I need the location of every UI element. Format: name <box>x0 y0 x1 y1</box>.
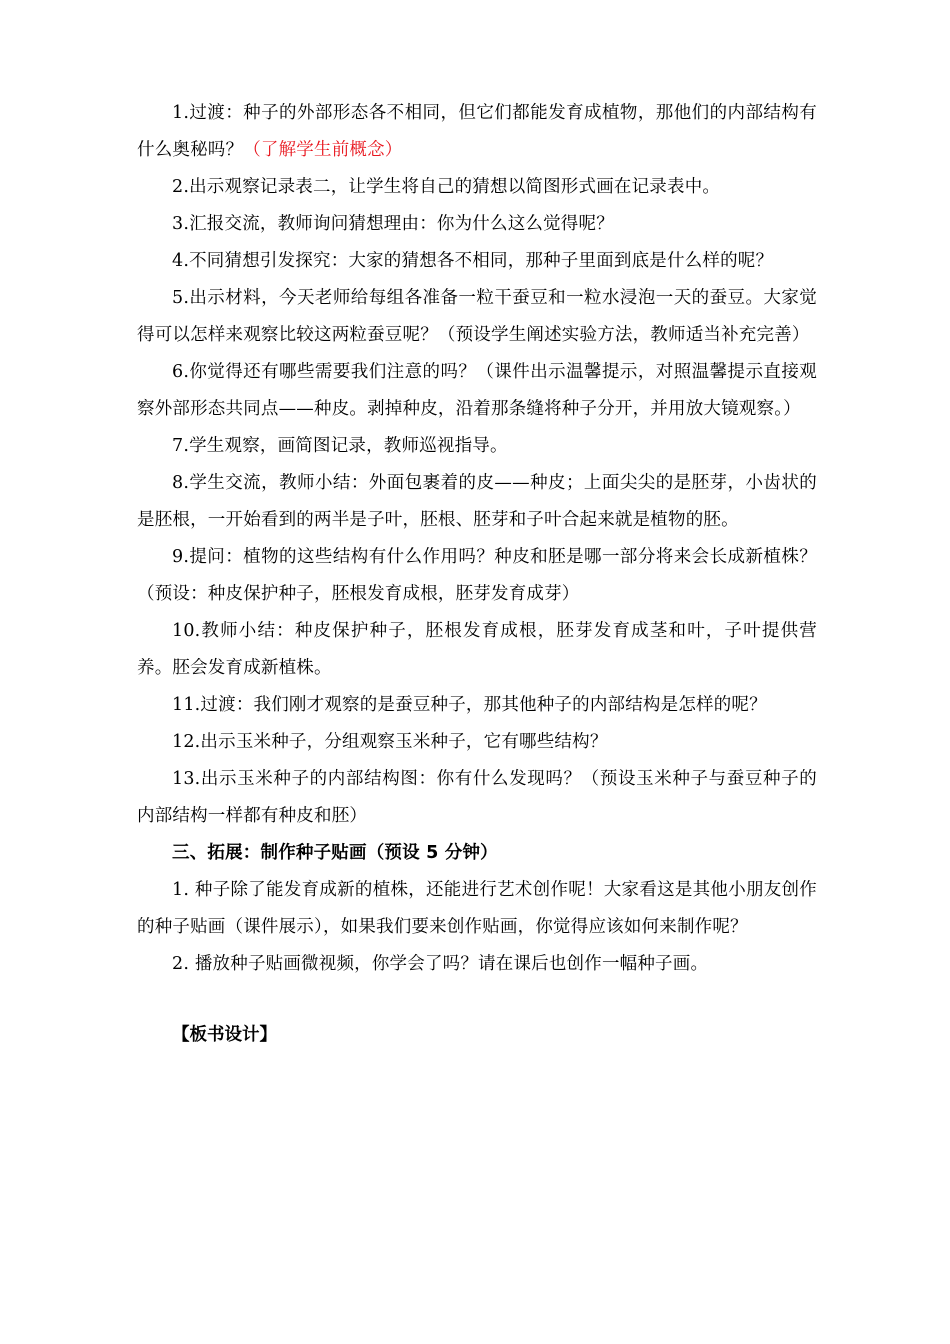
paragraph-11: 11.过渡：我们刚才观察的是蚕豆种子，那其他种子的内部结构是怎样的呢？ <box>172 695 767 715</box>
paragraph-7: 7.学生观察，画简图记录，教师巡视指导。 <box>172 436 508 456</box>
paragraph-12: 12.出示玉米种子，分组观察玉米种子，它有哪些结构？ <box>172 732 608 752</box>
paragraph-1-note: （了解学生前概念） <box>243 140 403 160</box>
paragraph-5: 5.出示材料，今天老师给每组各准备一粒干蚕豆和一粒水浸泡一天的蚕豆。大家觉得可以怎样来观察比较这两粒蚕豆呢？（预设学生阐述实验方法，教师适当补充完善） <box>137 288 817 345</box>
paragraph-1 <box>137 95 817 169</box>
paragraph-4: 4.不同猜想引发探究：大家的猜想各不相同，那种子里面到底是什么样的呢？ <box>172 251 774 271</box>
paragraph-6: 6.你觉得还有哪些需要我们注意的吗？（课件出示温馨提示，对照温馨提示直接观察外部形态共同点——种皮。剥掉种皮，沿着那条缝将种子分开，并用放大镜观察。） <box>137 362 817 419</box>
paragraph-9: 9.提问：植物的这些结构有什么作用吗？种皮和胚是哪一部分将来会长成新植株？（预设：种皮保护种子，胚根发育成根，胚芽发育成芽） <box>137 547 817 604</box>
section-heading: 三、拓展：制作种子贴画（预设 5 分钟） <box>172 843 498 863</box>
extension-paragraph-2: 2. 播放种子贴画微视频，你学会了吗？请在课后也创作一幅种子画。 <box>172 954 709 974</box>
paragraph-8: 8.学生交流，教师小结：外面包裹着的皮——种皮；上面尖尖的是胚芽，小齿状的是胚根，一开始看到的两半是子叶，胚根、胚芽和子叶合起来就是植物的胚。 <box>137 473 817 530</box>
extension-paragraph-1: 1. 种子除了能发育成新的植株，还能进行艺术创作呢！大家看这是其他小朋友创作的种子贴画（课件展示），如果我们要来创作贴画，你觉得应该如何来制作呢？ <box>137 880 817 937</box>
paragraph-13: 13.出示玉米种子的内部结构图：你有什么发现吗？（预设玉米种子与蚕豆种子的内部结构一样都有种皮和胚） <box>137 769 817 826</box>
paragraph-10: 10.教师小结：种皮保护种子，胚根发育成根，胚芽发育成茎和叶，子叶提供营养。胚会发育成新植株。 <box>137 621 817 678</box>
document-body <box>137 95 817 1054</box>
board-design-title: 【板书设计】 <box>172 1025 277 1045</box>
paragraph-1-text: 1.过渡：种子的外部形态各不相同，但它们都能发育成植物，那他们的内部结构有什么奥秘吗？ <box>137 103 817 160</box>
paragraph-3: 3.汇报交流，教师询问猜想理由：你为什么这么觉得呢？ <box>172 214 614 234</box>
paragraph-2: 2.出示观察记录表二，让学生将自己的猜想以简图形式画在记录表中。 <box>172 177 721 197</box>
